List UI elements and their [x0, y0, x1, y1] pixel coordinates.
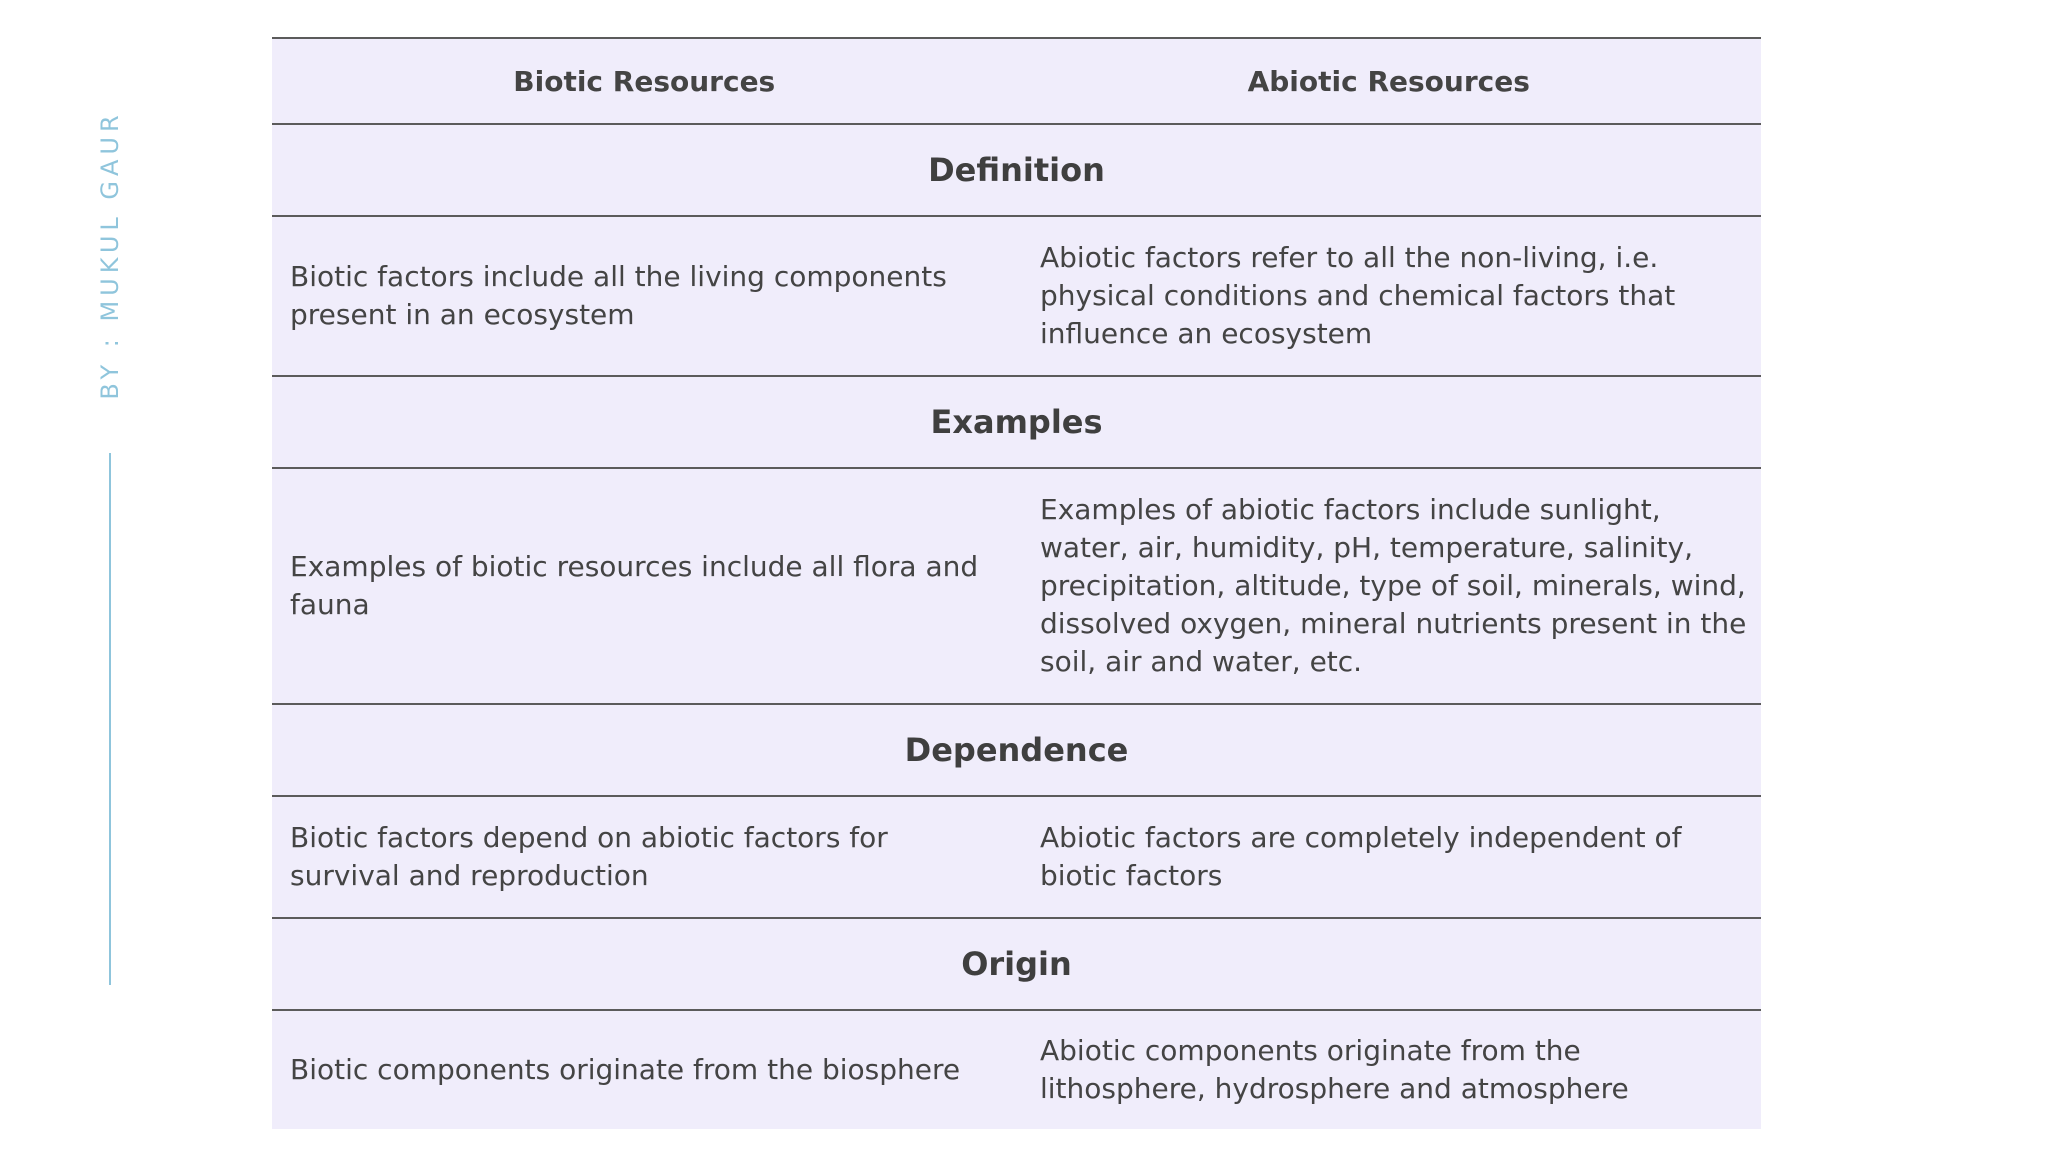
biotic-dependence-cell: Biotic factors depend on abiotic factors for survival and reproduction [290, 821, 888, 892]
abiotic-definition-cell: Abiotic factors refer to all the non-living, i.e. physical conditions and chemical factors that influence an ecosystem [1040, 241, 1676, 350]
biotic-examples-cell: Examples of biotic resources include all flora and fauna [290, 550, 979, 621]
abiotic-dependence-cell: Abiotic factors are completely independent of biotic factors [1040, 821, 1682, 892]
section-heading-origin [272, 919, 1761, 1011]
section-title: Definition [928, 151, 1105, 189]
comparison-table [272, 37, 1761, 1129]
section-heading-definition [272, 125, 1761, 217]
section-heading-dependence [272, 705, 1761, 797]
table-row-examples [272, 469, 1761, 705]
header-biotic-resources: Biotic Resources [513, 64, 776, 98]
section-title: Origin [961, 945, 1072, 983]
biotic-definition-cell: Biotic factors include all the living components present in an ecosystem [290, 260, 947, 331]
watermark-divider-line [109, 453, 111, 985]
section-heading-examples [272, 377, 1761, 469]
abiotic-examples-cell: Examples of abiotic factors include sunlight, water, air, humidity, pH, temperature, salinity, precipitation, altitude, type of soil, minerals, wind, dissolved oxygen, mineral nutrients present in the soil, air and water, etc. [1040, 493, 1747, 678]
table-row-origin [272, 1011, 1761, 1129]
abiotic-origin-cell: Abiotic components originate from the lithosphere, hydrosphere and atmosphere [1040, 1034, 1629, 1105]
table-row-dependence [272, 797, 1761, 919]
table-row-definition [272, 217, 1761, 377]
header-abiotic-resources: Abiotic Resources [1247, 64, 1530, 98]
biotic-origin-cell: Biotic components originate from the biosphere [290, 1053, 961, 1086]
section-title: Dependence [904, 731, 1129, 769]
author-watermark: BY : MUKUL GAUR [96, 110, 124, 400]
table-header-row [272, 39, 1761, 125]
section-title: Examples [930, 403, 1103, 441]
